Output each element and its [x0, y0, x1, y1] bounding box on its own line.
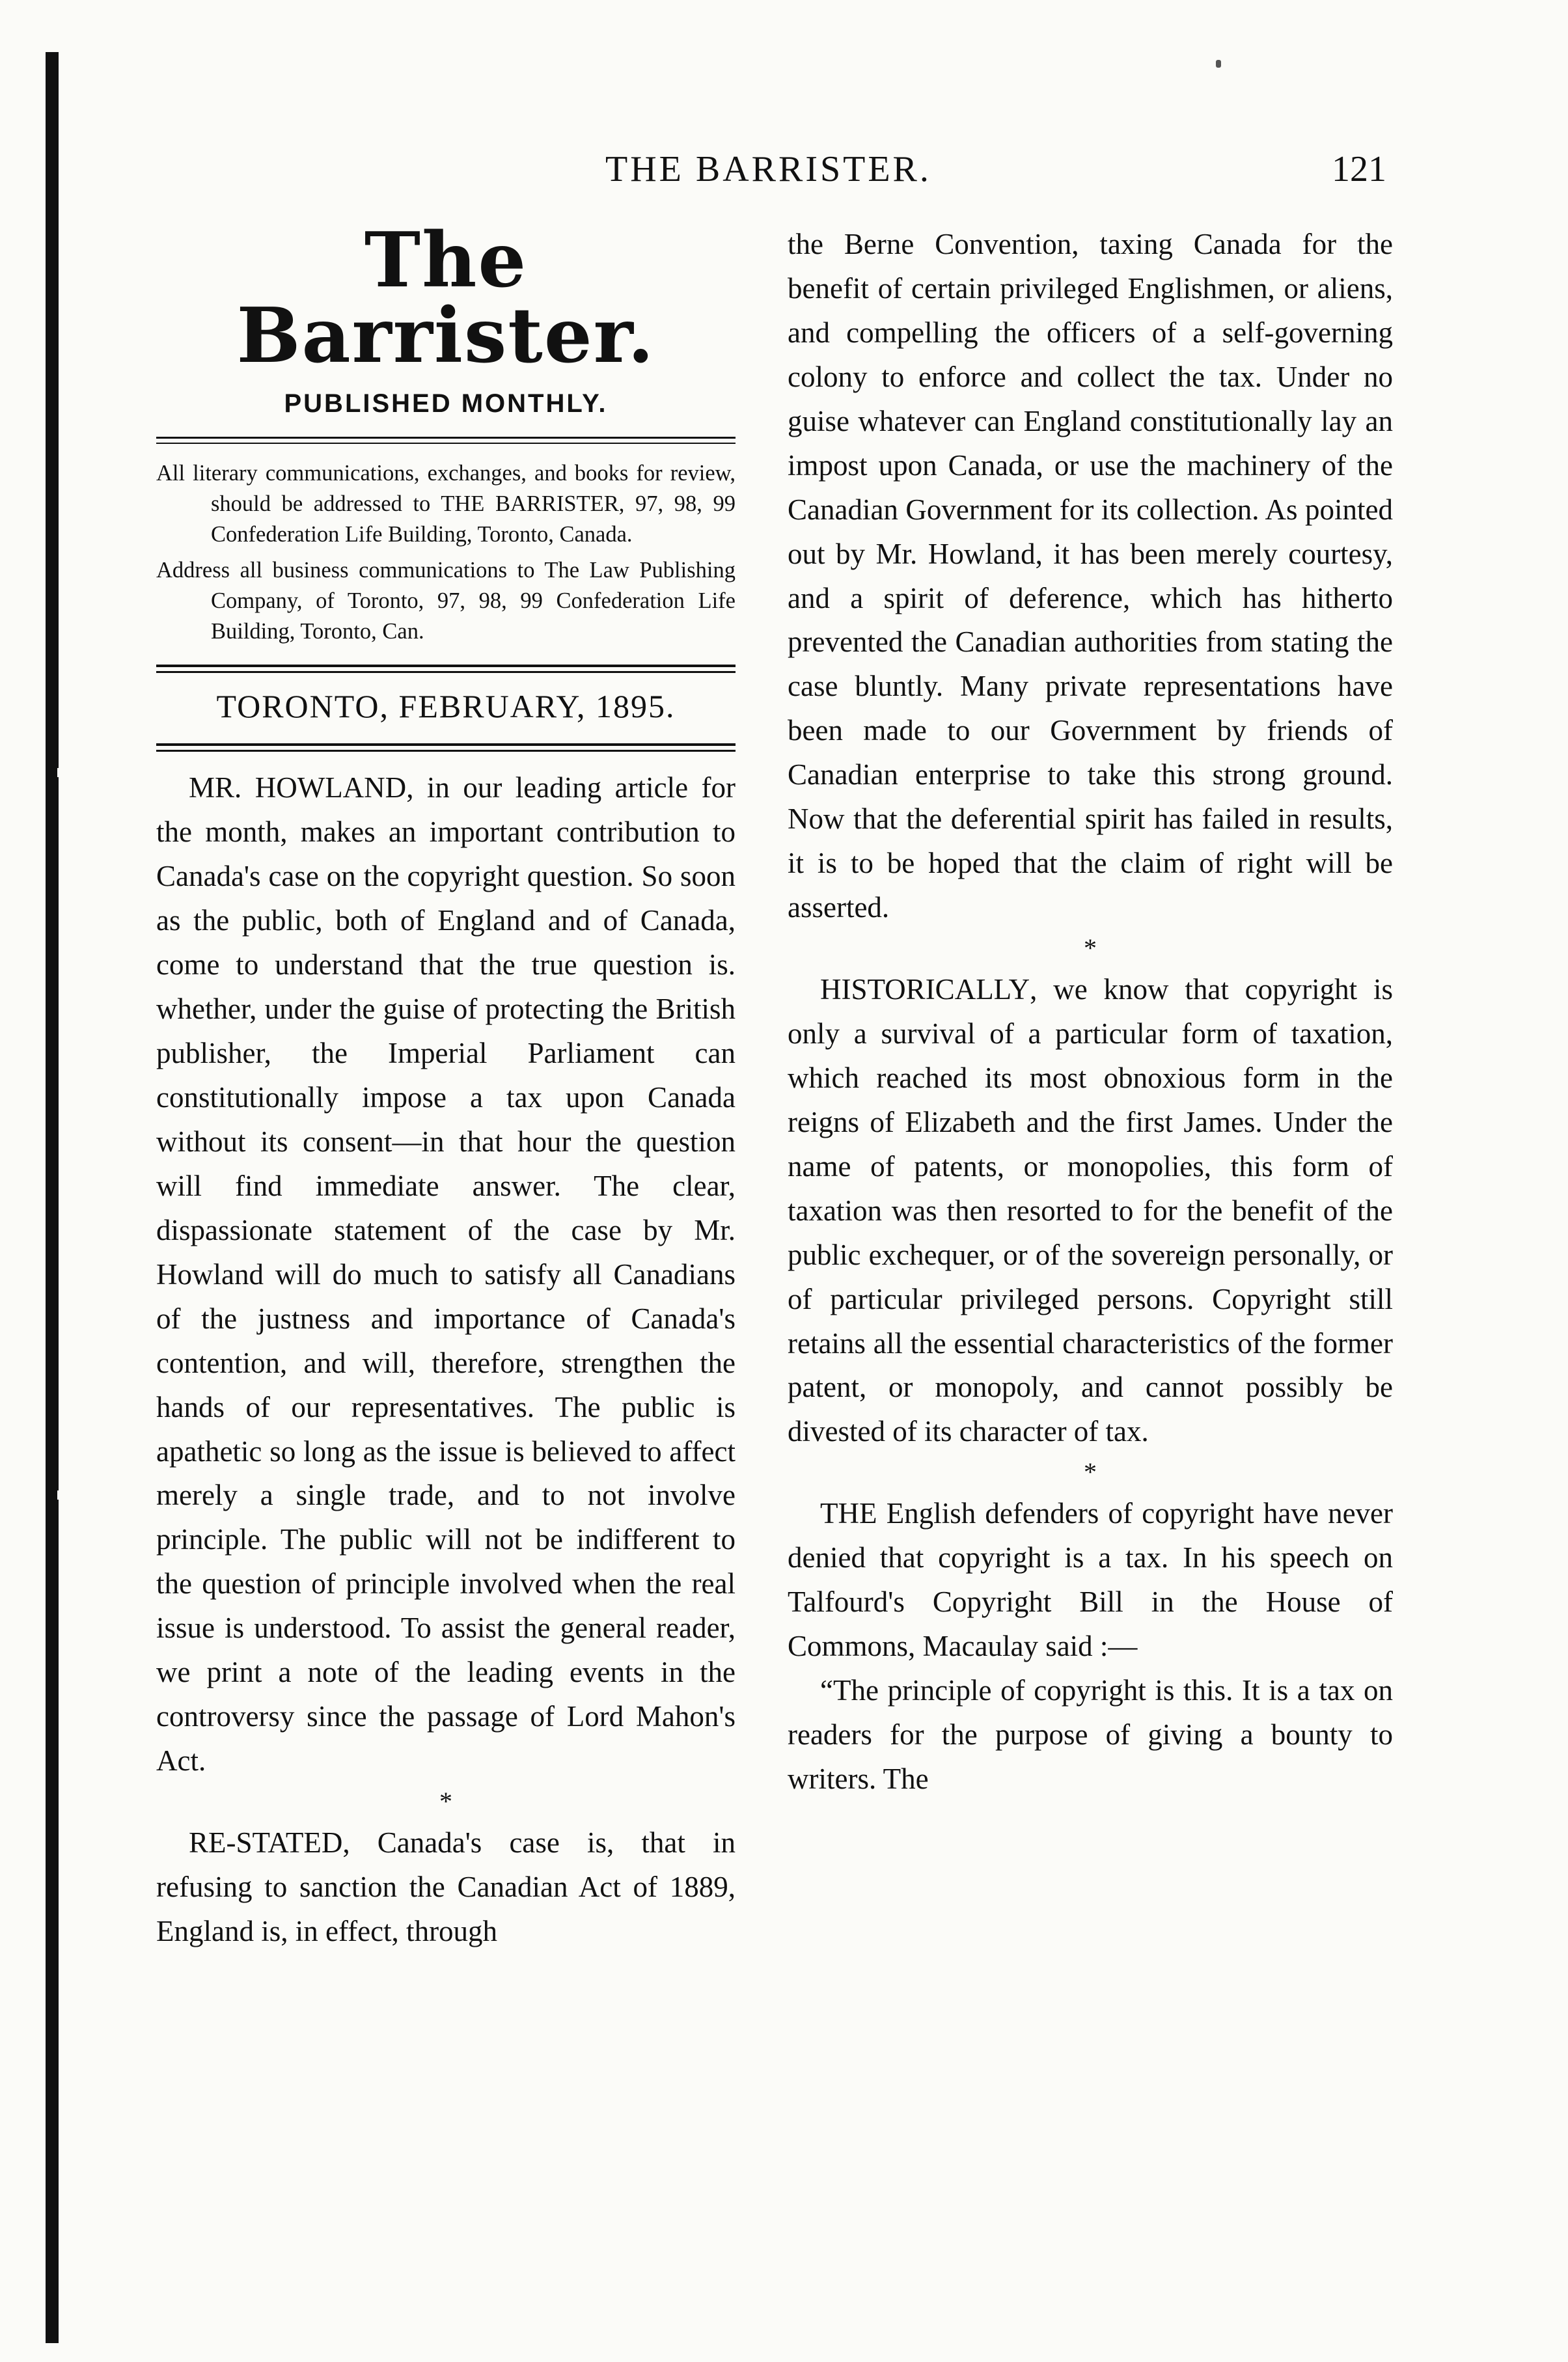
paragraph-lead: THE	[820, 1497, 877, 1530]
dateline: TORONTO, FEBRUARY, 1895.	[216, 688, 676, 725]
ink-speck	[1216, 60, 1221, 68]
paragraph-lead: HISTORICALLY	[820, 973, 1030, 1006]
page-spine-shadow	[46, 52, 59, 2343]
section-separator: *	[1084, 933, 1097, 963]
masthead-subtitle: PUBLISHED MONTHLY.	[284, 389, 608, 418]
rule-divider	[156, 665, 736, 673]
article-paragraph	[788, 968, 1393, 1454]
article-paragraph	[156, 766, 736, 1783]
notice-literary: All literary communications, exchanges, and books for review, should be addressed to THE BARRISTER, 97, 98, 99 Confederation Life Building, Toronto, Canada.	[156, 461, 736, 547]
quotation-paragraph: “The principle of copyright is this. It is a tax on readers for the purpose of giving a bounty to writers. The	[788, 1674, 1393, 1795]
running-head	[156, 148, 1386, 194]
paragraph-text: , Canada's case is, that in refusing to sanction the Canadian Act of 1889, England is, in effect, through	[156, 1826, 736, 1947]
paragraph-lead: MR. HOWLAND	[189, 771, 407, 804]
masthead-title: The Barrister.	[236, 216, 655, 380]
paragraph-text: English defenders of copyright have never denied that copyright is a tax. In his speech on Talfourd's Copyright Bill in the House of Commons, Macaulay said :—	[788, 1497, 1393, 1663]
spine-nick	[57, 768, 62, 777]
right-column	[788, 223, 1393, 1802]
section-separator: *	[1084, 1457, 1097, 1487]
article-paragraph	[788, 1492, 1393, 1669]
paragraph-text: , in our leading article for the month, makes an important contribution to Canada's case on the copyright question. So soon as the public, both of England and of Canada, come to understand that the true question is. whether, under the guise of protecting the British publisher, the Imperial Parliament can constitutionally impose a tax upon Canada without its consent—in that hour the question will find immediate answer. The clear, dispassionate statement of the case by Mr. Howland will do much to satisfy all Canadians of the justness and importance of Canada's contention, and will, therefore, strengthen the hands of our representatives. The public is apathetic so long as the issue is believed to affect merely a single trade, and to not involve principle. The public will not be indifferent to the question of principle involved when the real issue is understood. To assist the general reader, we print a note of the leading events in the controversy since the passage of Lord Mahon's Act.	[156, 771, 736, 1778]
left-column	[156, 216, 736, 1954]
paragraph-text: , we know that copyright is only a survival of a particular form of taxation, which reached its most obnoxious form in the reigns of Elizabeth and the first James. Under the name of patents, or monopolies, this form of taxation was then resorted to for the benefit of the public exchequer, or of the sovereign personally, or of particular privileged persons. Copyright still retains all the essential characteristics of the former patent, or monopoly, and cannot possibly be divested of its character of tax.	[788, 973, 1393, 1448]
article-paragraph-continued: the Berne Convention, taxing Canada for the benefit of certain privileged Englishmen, or aliens, and compelling the officers of a self-governing colony to enforce and collect the tax. Under no guise whatever can England constitutionally lay an impost upon Canada, or use the machinery of the Canadian Government for its collection. As pointed out by Mr. Howland, it has been merely courtesy, and a spirit of deference, which has hitherto prevented the Canadian authorities from stating the case bluntly. Many private representations have been made to our Government by friends of Canadian enterprise to take this strong ground. Now that the deferential spirit has failed in results, it is to be hoped that the claim of right will be asserted.	[788, 228, 1393, 924]
spine-nick	[57, 1490, 62, 1500]
page-number: 121	[1332, 149, 1386, 189]
section-separator: *	[439, 1787, 452, 1816]
article-paragraph	[156, 1821, 736, 1954]
rule-divider	[156, 437, 736, 444]
rule-divider	[156, 743, 736, 752]
running-title: THE BARRISTER.	[605, 149, 931, 189]
paragraph-lead: RE-STATED	[189, 1826, 343, 1859]
notice-business: Address all business communications to The Law Publishing Company, of Toronto, 97, 98, 99 Confederation Life Building, Toronto, Can.	[156, 557, 736, 644]
